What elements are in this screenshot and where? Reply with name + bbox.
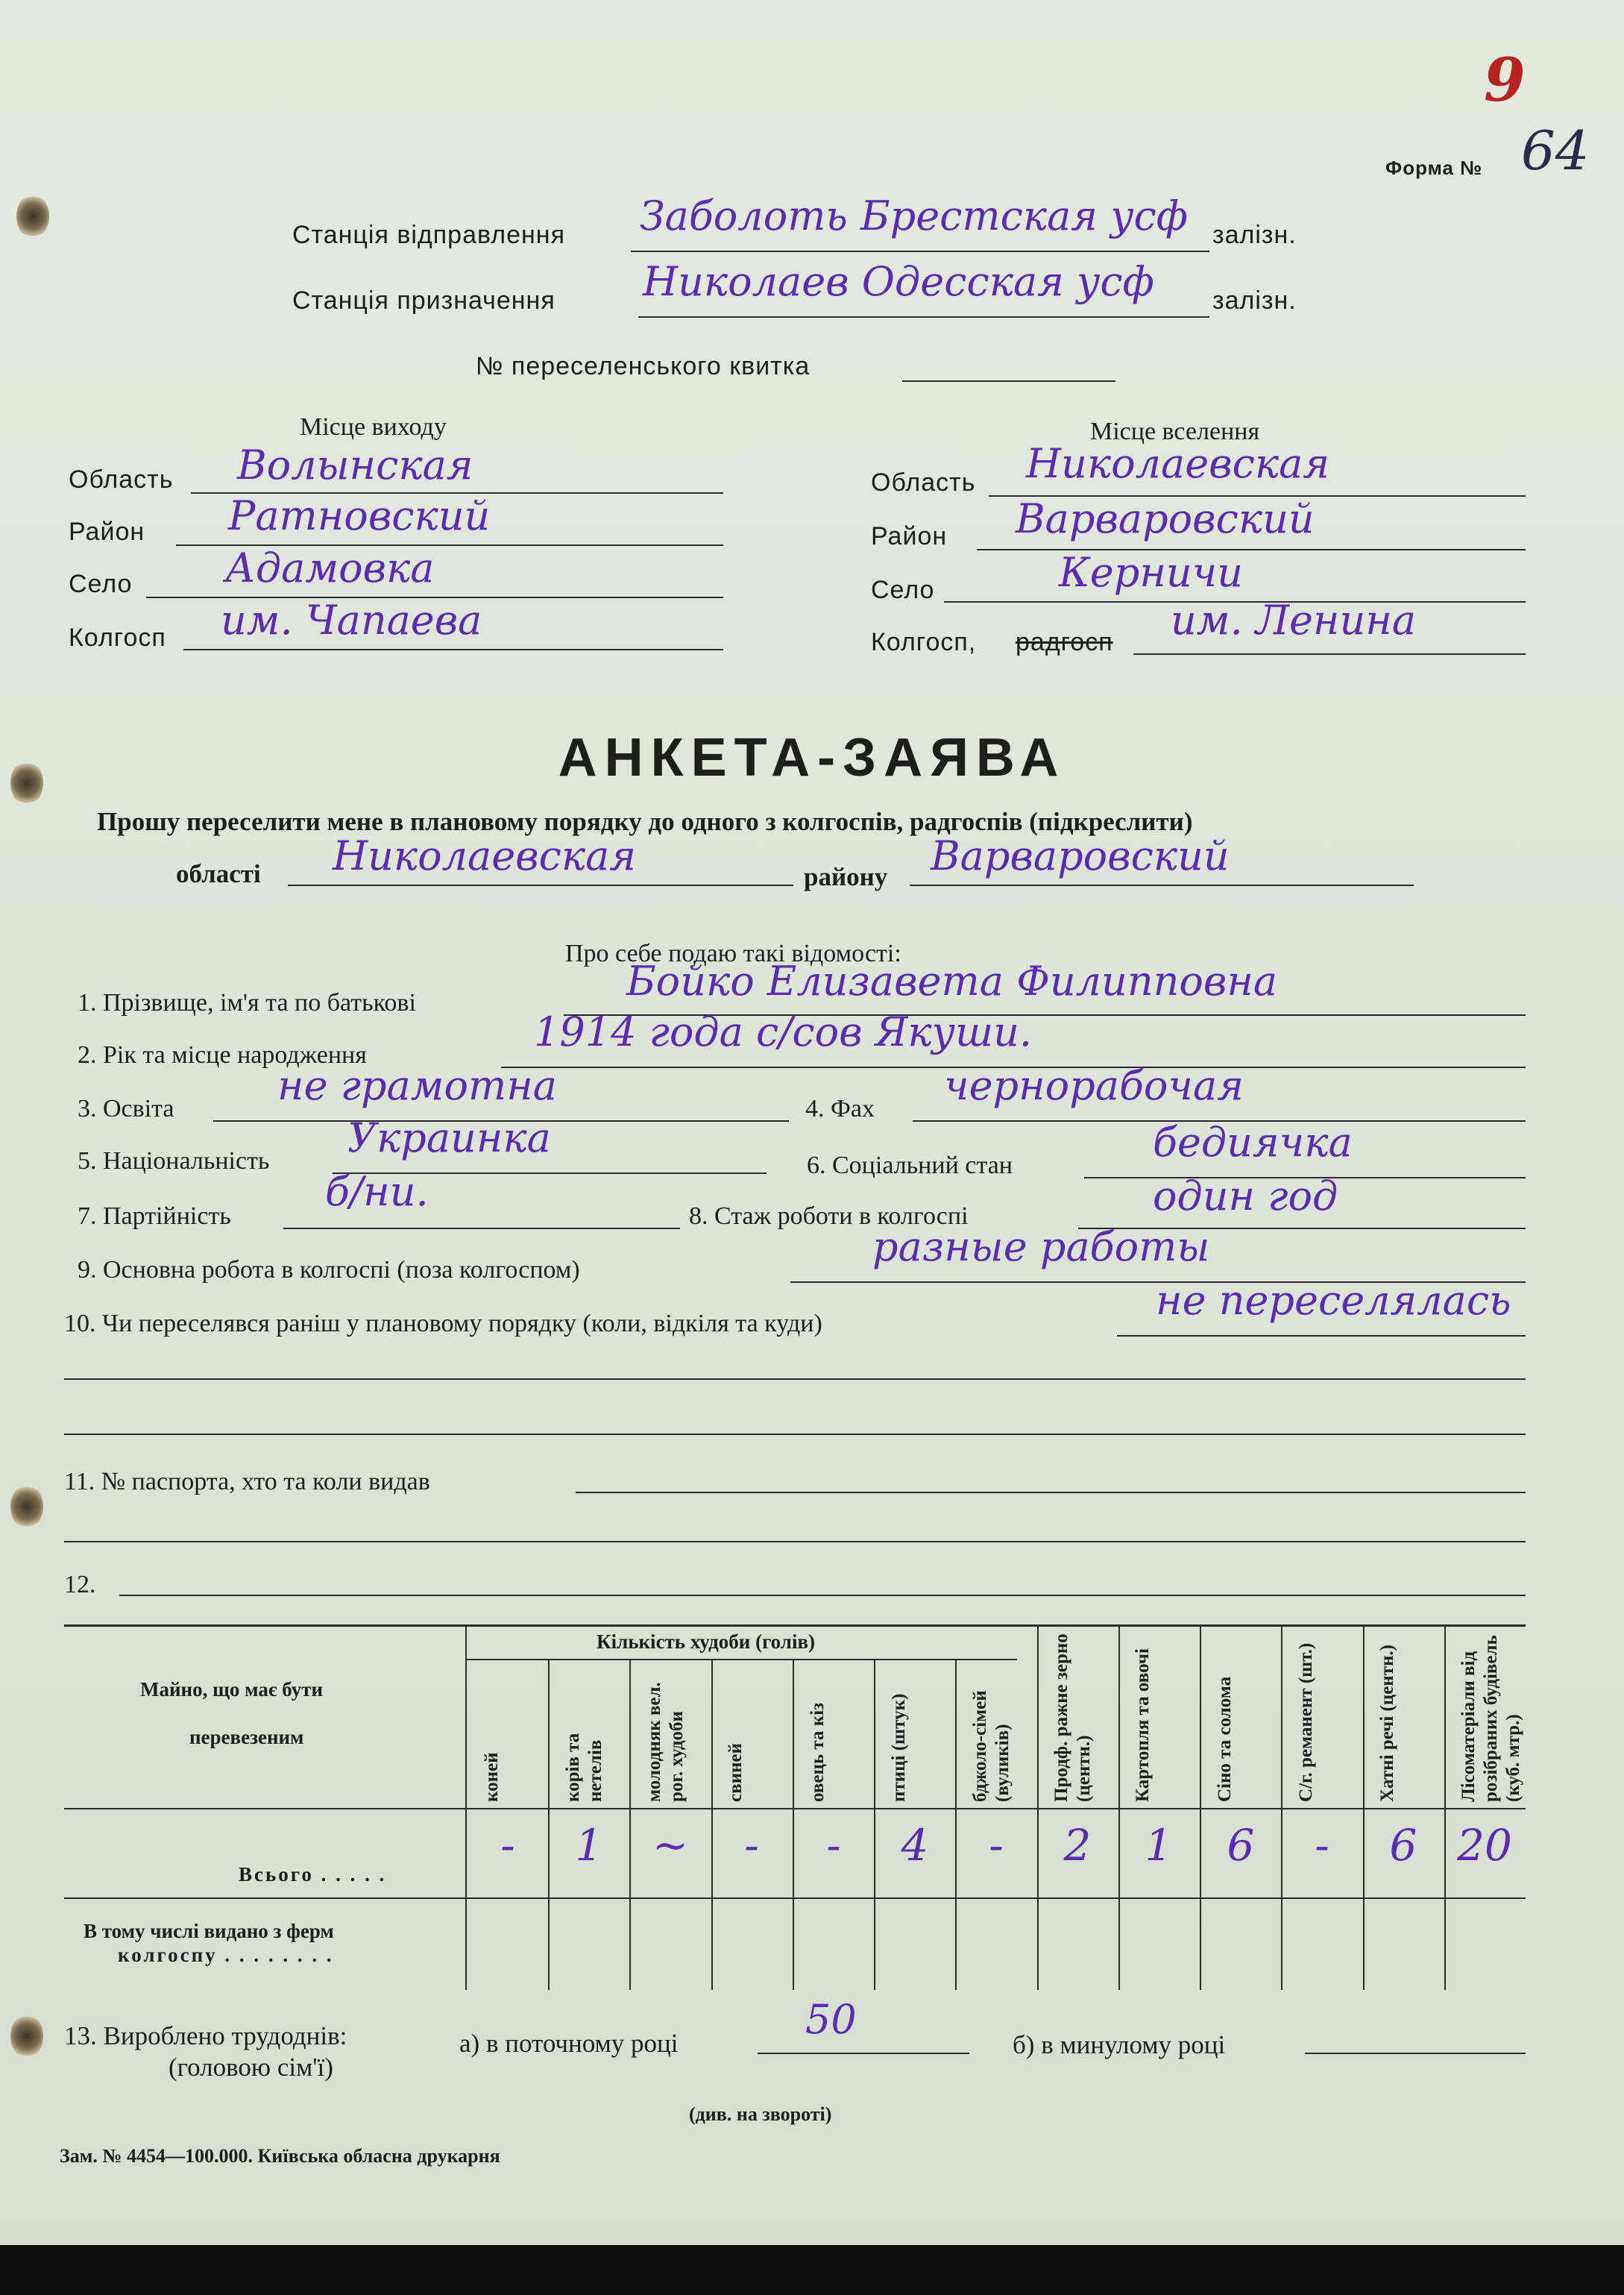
origin-heading: Місце виходу [300, 413, 447, 441]
field-8-value: один год [1153, 1172, 1338, 1219]
scan-edge [0, 2245, 1624, 2295]
field-10-value: не переселялась [1156, 1277, 1511, 1324]
destination-oblast-label: Область [871, 468, 976, 497]
request-rayon-value: Варваровский [931, 832, 1230, 879]
request-text: Прошу переселити мене в плановому порядку до одного з колгоспів, радгоспів (підкреслити) [97, 807, 1193, 836]
request-oblast-label: області [176, 859, 261, 888]
table-column-divider [1118, 1624, 1120, 1990]
destination-selo-label: Село [871, 576, 935, 604]
workdays-label-1: 13. Вироблено трудоднів: [64, 2021, 347, 2050]
origin-kolhosp-value: им. Чапаева [221, 597, 482, 644]
field-5-label: 5. Національність [78, 1147, 270, 1175]
table-column-divider [874, 1659, 875, 1990]
origin-selo-label: Село [69, 570, 133, 598]
request-oblast-value: Николаевская [333, 832, 637, 879]
field-8-label: 8. Стаж роботи в колгоспі [689, 1202, 969, 1230]
table-column-header: овець та кіз [808, 1702, 828, 1802]
see-reverse-note: (див. на звороті) [689, 2103, 832, 2125]
origin-rayon-label: Район [69, 518, 145, 546]
arrival-value: Николаев Одесская усф [643, 258, 1154, 305]
destination-rayon-value: Варваровский [1016, 495, 1315, 542]
table-total-value: 6 [1227, 1820, 1255, 1871]
ticket-label: № переселенського квитка [476, 352, 811, 380]
destination-kolhosp-label: Колгосп, [871, 628, 977, 656]
field-4-value: чернорабочая [944, 1062, 1244, 1109]
field-2-label: 2. Рік та місце народження [78, 1041, 367, 1069]
table-column-header: молодняк вел. рог. худоби [644, 1682, 687, 1802]
railway-suffix: залізн. [1212, 221, 1297, 249]
form-title: АНКЕТА-ЗАЯВА [558, 728, 1066, 788]
table-column-header: Продф. ражне зерно (центн.) [1051, 1633, 1094, 1802]
departure-label: Станція відправлення [292, 221, 565, 249]
field-7-value: б/ни. [325, 1168, 429, 1215]
intro-text: Про себе подаю такі відомості: [565, 940, 901, 967]
origin-rayon-value: Ратновский [228, 492, 491, 539]
table-column-divider [1200, 1624, 1201, 1990]
workdays-current-label: а) в поточному році [459, 2029, 679, 2058]
destination-oblast-value: Николаевская [1026, 440, 1330, 487]
field-9-label: 9. Основна робота в колгоспі (поза колгоспом) [78, 1256, 580, 1284]
origin-selo-value: Адамовка [225, 544, 435, 591]
table-total-value: 20 [1457, 1820, 1512, 1871]
table-total-value: 2 [1063, 1820, 1092, 1871]
table-column-header: Лісоматеріали від розібраних будівель (куб. мтр.) [1458, 1635, 1523, 1802]
field-9-value: разные работы [872, 1223, 1210, 1270]
field-2-value: 1914 года с/сов Якуши. [534, 1008, 1033, 1055]
origin-oblast-label: Область [69, 465, 174, 494]
arrival-label: Станція призначення [292, 286, 556, 315]
departure-value: Заболоть Брестская усф [640, 192, 1189, 239]
table-column-header: свиней [726, 1743, 746, 1802]
forma-label: Форма № [1385, 157, 1483, 179]
table-total-value: ~ [652, 1820, 689, 1871]
table-total-value: - [744, 1820, 759, 1871]
binder-hole [10, 2014, 43, 2059]
field-1-label: 1. Прізвище, ім'я та по батькові [78, 989, 416, 1017]
printer-imprint: Зам. № 4454—100.000. Київська обласна друкарня [60, 2145, 500, 2167]
table-total-value: 1 [1145, 1820, 1173, 1871]
field-6-label: 6. Соціальний стан [807, 1152, 1013, 1179]
request-rayon-label: району [804, 862, 888, 891]
field-10-label: 10. Чи переселявся раніш у плановому порядку (коли, відкіля та куди) [64, 1310, 822, 1337]
table-column-header: Сіно та солома [1215, 1676, 1235, 1802]
binder-hole [10, 1484, 43, 1529]
property-label-1: Майно, що має бути [140, 1678, 324, 1701]
table-total-value: 1 [575, 1820, 603, 1871]
table-column-header: Хатні речі (центн.) [1377, 1645, 1397, 1802]
destination-radhosp-label: радгосп [1016, 628, 1113, 656]
origin-oblast-value: Волынская [237, 442, 473, 489]
destination-selo-value: Керничи [1059, 549, 1244, 596]
table-column-header: корів та нетелів [563, 1733, 605, 1802]
farm-row-label-1: В тому числі видано з ферм [84, 1920, 334, 1942]
origin-kolhosp-label: Колгосп [69, 624, 166, 652]
table-column-divider [1281, 1624, 1282, 1990]
field-6-value: бедиячка [1153, 1119, 1353, 1166]
livestock-header: Кількість худоби (голів) [597, 1630, 816, 1653]
property-label-2: перевезеним [189, 1726, 304, 1748]
table-total-value: - [826, 1820, 841, 1871]
railway-suffix: залізн. [1212, 286, 1297, 315]
field-4-label: 4. Фах [805, 1095, 875, 1123]
field-11-label: 11. № паспорта, хто та коли видав [64, 1468, 430, 1495]
field-3-label: 3. Освіта [78, 1095, 174, 1123]
destination-kolhosp-value: им. Ленина [1171, 597, 1417, 644]
table-column-header: Картопля та овочі [1133, 1648, 1153, 1802]
table-total-value: - [500, 1820, 515, 1871]
destination-heading: Місце вселення [1090, 418, 1260, 445]
table-column-divider [1363, 1624, 1365, 1990]
table-total-value: 6 [1389, 1820, 1417, 1871]
table-column-divider [793, 1659, 794, 1990]
farm-row-label-2: колгоспу . . . . . . . . [118, 1944, 334, 1966]
table-column-header: С/г. реманент (шт.) [1296, 1642, 1316, 1802]
table-column-divider [1037, 1624, 1039, 1990]
table-total-value: - [1315, 1820, 1329, 1871]
table-column-divider [1444, 1624, 1446, 1990]
workdays-previous-label: б) в минулому році [1013, 2030, 1226, 2059]
table-column-divider [955, 1659, 957, 1990]
field-1-value: Бойко Елизавета Филипповна [626, 958, 1278, 1005]
field-3-value: не грамотна [277, 1062, 557, 1109]
field-7-label: 7. Партійність [78, 1202, 231, 1230]
total-row-label: Всього . . . . . [239, 1863, 387, 1886]
table-column-header: коней [482, 1752, 502, 1802]
table-total-value: - [989, 1820, 1004, 1871]
table-column-divider [629, 1659, 631, 1990]
table-total-value: 4 [901, 1820, 929, 1871]
forma-number: 64 [1521, 119, 1590, 182]
field-12-label: 12. [64, 1571, 96, 1598]
workdays-label-2: (головою сім'ї) [169, 2053, 333, 2082]
binder-hole [16, 194, 49, 239]
workdays-current-value: 50 [805, 1996, 857, 2043]
table-column-divider [548, 1659, 550, 1990]
table-column-header: бджоло-сімей (вуликів) [970, 1690, 1013, 1802]
field-5-value: Украинка [347, 1114, 551, 1161]
destination-rayon-label: Район [871, 522, 948, 550]
archive-page-number: 9 [1484, 45, 1526, 115]
table-column-header: птиці (штук) [889, 1693, 909, 1802]
